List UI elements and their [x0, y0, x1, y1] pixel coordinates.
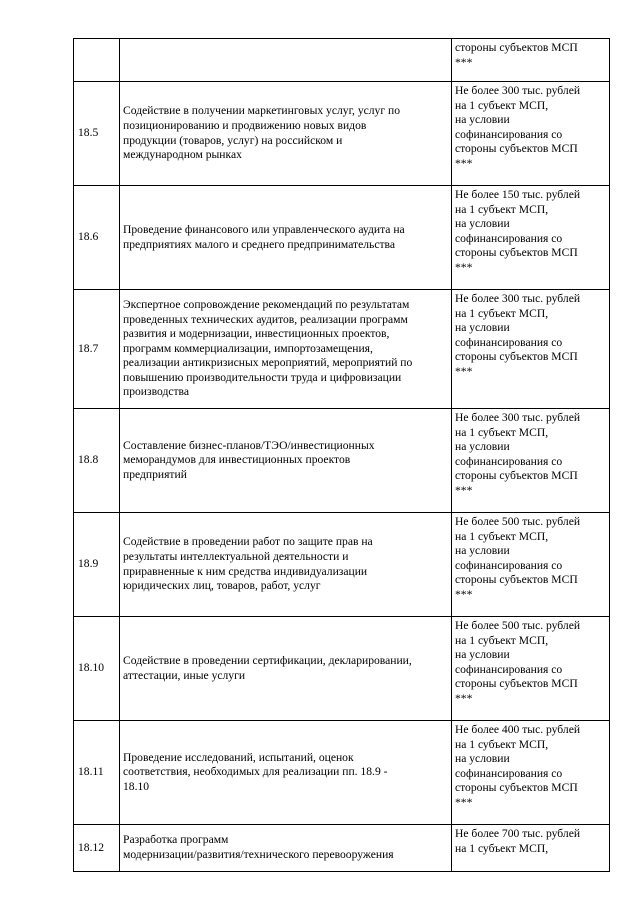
- description-line: повышению производительности труда и цифровизации: [123, 370, 402, 384]
- condition-line: на 1 субъект МСП,: [455, 306, 549, 320]
- description-line: международном рынках: [123, 148, 242, 162]
- condition-line: Не более 150 тыс. рублей: [455, 188, 581, 201]
- condition-line: софинансирования со: [455, 231, 563, 245]
- condition-line: на 1 субъект МСП,: [455, 841, 549, 855]
- condition-line: ***: [455, 795, 473, 809]
- service-description-cell: [120, 513, 452, 617]
- condition-line: софинансирования со: [455, 766, 563, 780]
- description-line: реализации антикризисных мероприятий, мероприятий по: [123, 356, 413, 370]
- support-condition-cell: [452, 513, 610, 617]
- condition-line: на условии: [455, 113, 510, 127]
- table-row: [74, 186, 610, 290]
- service-description-cell: [120, 721, 452, 825]
- table-row: [74, 617, 610, 721]
- condition-line: на 1 субъект МСП,: [455, 98, 549, 112]
- condition-line: на 1 субъект МСП,: [455, 425, 549, 439]
- table-row: [74, 39, 610, 82]
- description-line: производства: [123, 385, 190, 399]
- service-description-cell: [120, 290, 452, 409]
- description-line: Содействие в получении маркетинговых услуг, услуг по: [123, 104, 401, 118]
- description-line: развития и модернизации, инвестиционных проектов,: [123, 327, 390, 341]
- condition-line: софинансирования со: [455, 558, 563, 572]
- description-line: приравненные к ним средства индивидуализации: [123, 564, 368, 578]
- item-number-cell: 18.7: [74, 290, 120, 409]
- item-number-cell: 18.12: [74, 825, 120, 872]
- measures-table: [73, 38, 610, 872]
- condition-line: стороны субъектов МСП: [455, 246, 578, 260]
- table-row: [74, 721, 610, 825]
- condition-line: Не более 300 тыс. рублей: [455, 292, 581, 305]
- condition-line: стороны субъектов МСП: [455, 469, 578, 483]
- support-condition-cell: [452, 409, 610, 513]
- condition-line: на 1 субъект МСП,: [455, 529, 549, 543]
- condition-line: ***: [455, 260, 473, 274]
- condition-line: на условии: [455, 544, 510, 558]
- service-description-cell: [120, 186, 452, 290]
- condition-line: на условии: [455, 752, 510, 766]
- condition-line: ***: [455, 587, 473, 601]
- service-description-cell: [120, 617, 452, 721]
- service-description-cell: [120, 39, 452, 82]
- item-number-cell: [74, 39, 120, 82]
- condition-line: на условии: [455, 440, 510, 454]
- support-condition-cell: [452, 82, 610, 186]
- condition-line: ***: [455, 364, 473, 378]
- table-row: [74, 290, 610, 409]
- condition-line: софинансирования со: [455, 127, 563, 141]
- condition-line: стороны субъектов МСП: [455, 142, 578, 156]
- condition-line: Не более 300 тыс. рублей: [455, 411, 581, 424]
- support-condition-cell: [452, 290, 610, 409]
- support-condition-cell: [452, 39, 610, 82]
- condition-line: Не более 700 тыс. рублей: [455, 827, 581, 840]
- condition-line: Не более 400 тыс. рублей: [455, 723, 581, 736]
- condition-line: на условии: [455, 321, 510, 335]
- condition-line: Не более 300 тыс. рублей: [455, 84, 581, 97]
- condition-line: стороны субъектов МСП: [455, 573, 578, 587]
- item-number-cell: 18.10: [74, 617, 120, 721]
- description-line: продукции (товаров, услуг) на российском и: [123, 133, 343, 147]
- service-description-cell: [120, 409, 452, 513]
- condition-line: ***: [455, 156, 473, 170]
- description-line: Содействие в проведении работ по защите прав на: [123, 535, 373, 549]
- condition-line: на условии: [455, 217, 510, 231]
- description-line: аттестации, иные услуги: [123, 668, 246, 682]
- condition-line: ***: [455, 483, 473, 497]
- condition-line: на 1 субъект МСП,: [455, 202, 549, 216]
- description-line: 18.10: [123, 779, 150, 793]
- support-condition-cell: [452, 721, 610, 825]
- condition-line: стороны субъектов МСП: [455, 350, 578, 364]
- condition-line: на 1 субъект МСП,: [455, 633, 549, 647]
- condition-line: Не более 500 тыс. рублей: [455, 619, 581, 632]
- support-condition-cell: [452, 617, 610, 721]
- description-line: программ коммерциализации, импортозамещения,: [123, 341, 373, 355]
- description-line: Составление бизнес-планов/ТЭО/инвестиционных: [123, 438, 375, 452]
- item-number-cell: 18.5: [74, 82, 120, 186]
- service-description-cell: [120, 82, 452, 186]
- description-line: Проведение исследований, испытаний, оценок: [123, 750, 354, 764]
- condition-line: Не более 500 тыс. рублей: [455, 515, 581, 528]
- condition-line: софинансирования со: [455, 454, 563, 468]
- description-line: позиционированию и продвижению новых видов: [123, 118, 367, 132]
- description-line: Проведение финансового или управленческого аудита на: [123, 222, 405, 236]
- condition-line: софинансирования со: [455, 662, 563, 676]
- description-line: модернизации/развития/технического перевооружения: [123, 848, 394, 861]
- item-number-cell: 18.11: [74, 721, 120, 825]
- service-description-cell: [120, 825, 452, 872]
- description-line: Содействие в проведении сертификации, декларировании,: [123, 653, 412, 667]
- description-line: Разработка программ: [123, 833, 229, 847]
- support-condition-cell: [452, 825, 610, 872]
- condition-line: на 1 субъект МСП,: [455, 737, 549, 751]
- table-row: [74, 82, 610, 186]
- item-number-cell: 18.6: [74, 186, 120, 290]
- condition-line: ***: [455, 55, 473, 69]
- description-line: результаты интеллектуальной деятельности и: [123, 549, 349, 563]
- description-line: меморандумов для инвестиционных проектов: [123, 453, 351, 467]
- description-line: предприятиях малого и среднего предпринимательства: [123, 237, 396, 251]
- condition-line: стороны субъектов МСП: [455, 677, 578, 691]
- description-line: проведенных технических аудитов, реализации программ: [123, 312, 408, 326]
- item-number-cell: 18.9: [74, 513, 120, 617]
- condition-line: стороны субъектов МСП: [455, 781, 578, 795]
- table-row: [74, 825, 610, 872]
- condition-line: на условии: [455, 648, 510, 662]
- description-line: соответствия, необходимых для реализации пп. 18.9 -: [123, 765, 388, 779]
- condition-line: ***: [455, 691, 473, 705]
- support-condition-cell: [452, 186, 610, 290]
- table-row: [74, 513, 610, 617]
- measures-table-body: [74, 39, 610, 872]
- description-line: предприятий: [123, 467, 187, 481]
- description-line: Экспертное сопровождение рекомендаций по результатам: [123, 297, 410, 311]
- condition-line: софинансирования со: [455, 335, 563, 349]
- condition-line: стороны субъектов МСП: [455, 41, 578, 54]
- description-line: юридических лиц, товаров, работ, услуг: [123, 579, 321, 593]
- table-row: [74, 409, 610, 513]
- item-number-cell: 18.8: [74, 409, 120, 513]
